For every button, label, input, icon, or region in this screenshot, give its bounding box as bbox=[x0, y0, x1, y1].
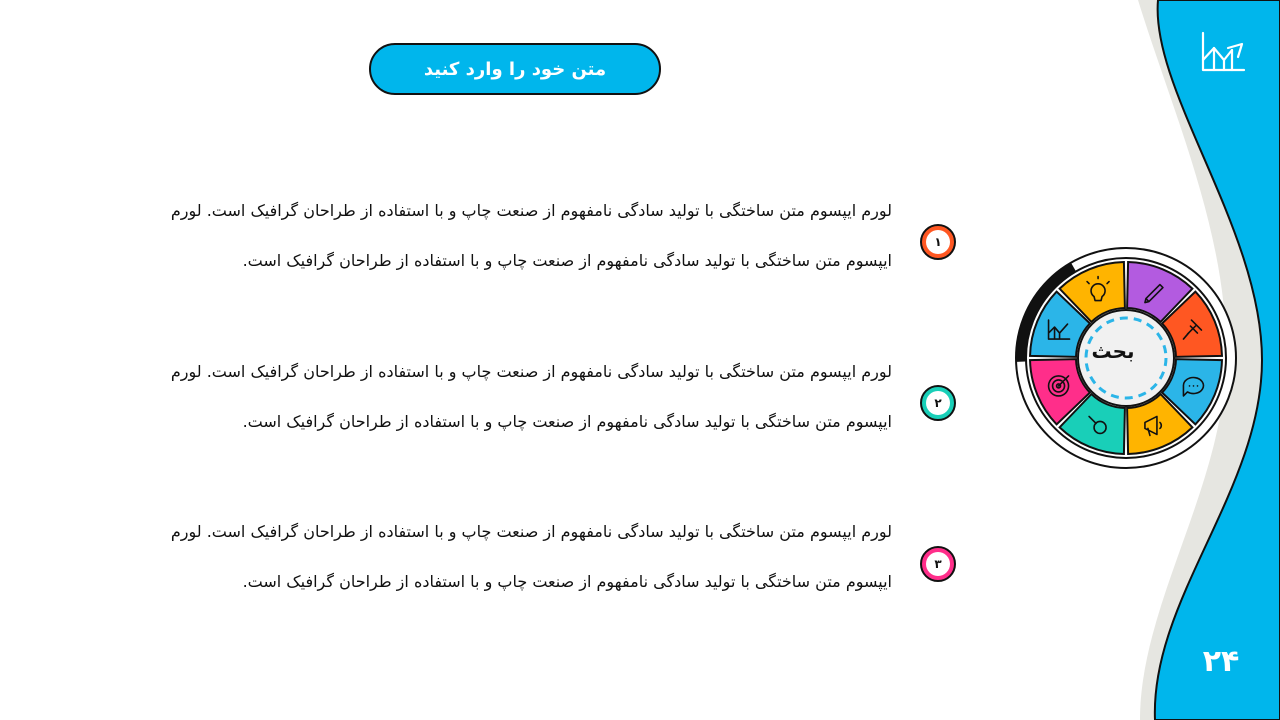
paragraph-1 bbox=[40, 186, 892, 286]
paragraph-2 bbox=[40, 347, 892, 447]
number-badge-3 bbox=[920, 546, 956, 582]
page-number: ۲۴ bbox=[1202, 644, 1240, 679]
paragraph-1-line-1: لورم ایپسوم متن ساختگی با تولید سادگی نامفهوم از صنعت چاپ و با استفاده از طراحان گرافیک است. لورم bbox=[170, 201, 892, 220]
number-badge-1-label: ۱ bbox=[926, 230, 950, 254]
paragraph-3-line-1: لورم ایپسوم متن ساختگی با تولید سادگی نامفهوم از صنعت چاپ و با استفاده از طراحان گرافیک است. لورم bbox=[170, 522, 892, 541]
paragraph-1-line-2: ایپسوم متن ساختگی با تولید سادگی نامفهوم از صنعت چاپ و با استفاده از طراحان گرافیک است. bbox=[242, 251, 892, 270]
number-badge-2-label: ۲ bbox=[926, 391, 950, 415]
paragraph-2-line-1: لورم ایپسوم متن ساختگی با تولید سادگی نامفهوم از صنعت چاپ و با استفاده از طراحان گرافیک است. لورم bbox=[170, 362, 892, 381]
paragraph-2-line-2: ایپسوم متن ساختگی با تولید سادگی نامفهوم از صنعت چاپ و با استفاده از طراحان گرافیک است. bbox=[242, 412, 892, 431]
number-badge-3-label: ۳ bbox=[926, 552, 950, 576]
paragraph-3-line-2: ایپسوم متن ساختگی با تولید سادگی نامفهوم از صنعت چاپ و با استفاده از طراحان گرافیک است. bbox=[242, 572, 892, 591]
wheel-hub-label: بحث bbox=[1091, 339, 1135, 363]
number-badge-2 bbox=[920, 385, 956, 421]
paragraph-3 bbox=[40, 507, 892, 607]
number-badge-1 bbox=[920, 224, 956, 260]
slide-title: متن خود را وارد کنید bbox=[369, 43, 661, 95]
